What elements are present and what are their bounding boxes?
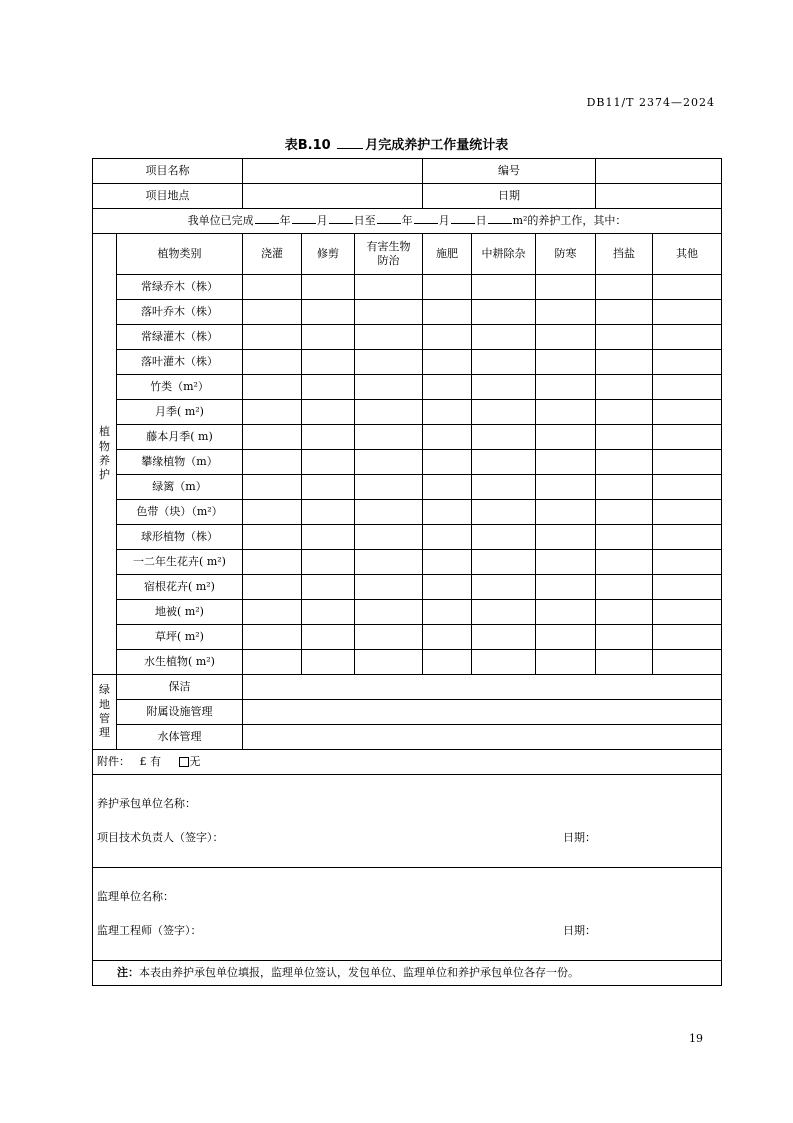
attachment-no: 无 [189,754,201,768]
cell[interactable] [355,275,423,300]
cell[interactable] [596,500,653,525]
green-category: 附属设施管理 [117,700,243,725]
year-blank[interactable] [377,213,401,224]
project-location-field[interactable] [243,184,423,209]
cell[interactable] [653,450,722,475]
cell[interactable] [536,300,596,325]
cell[interactable] [653,325,722,350]
note-label: 注： [117,965,139,979]
plant-category: 落叶乔木（株） [117,300,243,325]
cell[interactable] [536,650,596,675]
cell[interactable] [653,425,722,450]
cell[interactable] [596,550,653,575]
plant-category: 月季( m²) [117,400,243,425]
day-blank[interactable] [451,213,475,224]
cell[interactable] [243,350,302,375]
plant-row [93,575,722,600]
cell[interactable] [472,275,536,300]
cell[interactable] [536,475,596,500]
cell[interactable] [423,650,472,675]
plant-row [93,375,722,400]
cell[interactable] [355,450,423,475]
plant-category: 球形植物（株） [117,525,243,550]
document-code: DB11/T 2374—2024 [586,96,715,109]
green-field[interactable] [243,700,722,725]
table-title-text: 月完成养护工作量统计表 [365,138,509,153]
cell[interactable] [472,350,536,375]
green-category: 水体管理 [117,725,243,750]
cell[interactable] [302,525,355,550]
plant-row [93,275,722,300]
year-blank[interactable] [255,213,279,224]
cell[interactable] [653,350,722,375]
plant-row [93,550,722,575]
cell[interactable] [653,550,722,575]
plant-header-row [93,234,722,275]
cell[interactable] [536,425,596,450]
plant-category: 地被( m²) [117,600,243,625]
plant-category: 落叶灌木（株） [117,350,243,375]
cell[interactable] [472,375,536,400]
column-header: 修剪 [302,234,355,275]
completion-row [93,209,722,234]
cell[interactable] [536,450,596,475]
plant-category: 竹类（m²） [117,375,243,400]
cell[interactable] [355,600,423,625]
cell[interactable] [243,650,302,675]
cell[interactable] [472,450,536,475]
supervisor-date-label: 日期： [563,924,596,937]
cell[interactable] [423,600,472,625]
day-blank[interactable] [329,213,353,224]
cell[interactable] [243,575,302,600]
cell[interactable] [536,500,596,525]
plant-row [93,650,722,675]
cell[interactable] [355,625,423,650]
cell[interactable] [355,500,423,525]
cell[interactable] [536,600,596,625]
month-blank[interactable] [414,213,438,224]
cell[interactable] [536,550,596,575]
plant-row [93,500,722,525]
cell[interactable] [423,300,472,325]
completion-statement: 我单位已完成 年 月 日至 年 月 日 m²的养护工作，其中： [93,209,722,234]
cell[interactable] [596,425,653,450]
cell[interactable] [243,625,302,650]
cell[interactable] [653,300,722,325]
plant-category: 攀缘植物（m） [117,450,243,475]
green-category: 保洁 [117,675,243,700]
cell[interactable] [596,350,653,375]
cell[interactable] [536,400,596,425]
cell[interactable] [596,400,653,425]
cell[interactable] [423,625,472,650]
info-row-1 [93,159,722,184]
cell[interactable] [596,625,653,650]
cell[interactable] [472,600,536,625]
column-header: 挡盐 [596,234,653,275]
cell[interactable] [302,650,355,675]
contractor-signer-label: 项目技术负责人（签字）： [97,831,224,844]
cell[interactable] [536,575,596,600]
cell[interactable] [536,350,596,375]
supervisor-row [93,868,722,961]
column-header: 浇灌 [243,234,302,275]
cell[interactable] [302,300,355,325]
category-header: 植物类别 [117,234,243,275]
green-row [93,675,722,700]
cell[interactable] [355,525,423,550]
cell[interactable] [302,625,355,650]
supervisor-signer-label: 监理工程师（签字）： [97,924,202,937]
cell[interactable] [243,300,302,325]
cell[interactable] [596,525,653,550]
contractor-date-label: 日期： [563,831,596,844]
table-number: 表B.10 [284,138,331,153]
cell[interactable] [355,650,423,675]
green-section-label: 绿地管理 [93,675,117,750]
cell[interactable] [472,325,536,350]
cell[interactable] [423,525,472,550]
cell[interactable] [653,600,722,625]
column-header: 有害生物防治 [355,234,423,275]
cell[interactable] [302,475,355,500]
cell[interactable] [653,400,722,425]
cell[interactable] [243,550,302,575]
plant-category: 草坪( m²) [117,625,243,650]
checkbox-icon[interactable] [179,757,189,767]
cell[interactable] [243,400,302,425]
plant-row [93,400,722,425]
number-label: 编号 [423,159,596,184]
contractor-unit-label: 养护承包单位名称： [97,797,196,810]
plant-row [93,425,722,450]
date-field[interactable] [596,184,722,209]
note-text: 本表由养护承包单位填报，监理单位签认，发包单位、监理单位和养护承包单位各存一份。 [139,965,579,979]
plant-category: 宿根花卉( m²) [117,575,243,600]
cell[interactable] [355,400,423,425]
cell[interactable] [355,300,423,325]
cell[interactable] [596,600,653,625]
cell[interactable] [472,300,536,325]
project-name-field[interactable] [243,159,423,184]
area-blank[interactable] [488,213,512,224]
plant-row [93,525,722,550]
cell[interactable] [423,450,472,475]
attachment-label: 附件： [97,754,130,768]
supervisor-block [93,868,722,961]
cell[interactable] [355,550,423,575]
cell[interactable] [653,500,722,525]
column-header: 防寒 [536,234,596,275]
cell[interactable] [243,525,302,550]
page-number: 19 [689,1032,703,1045]
attachment-row [93,750,722,775]
attachment-yes[interactable]: £ 有 [139,754,161,768]
cell[interactable] [653,375,722,400]
plant-category: 一二年生花卉( m²) [117,550,243,575]
cell[interactable] [596,650,653,675]
cell[interactable] [243,425,302,450]
cell[interactable] [472,550,536,575]
cell[interactable] [596,300,653,325]
cell[interactable] [653,650,722,675]
table-title [0,134,793,153]
cell[interactable] [302,400,355,425]
column-header: 其他 [653,234,722,275]
cell[interactable] [472,475,536,500]
cell[interactable] [423,325,472,350]
cell[interactable] [355,350,423,375]
plant-row [93,350,722,375]
cell[interactable] [302,350,355,375]
plant-category: 藤本月季( m) [117,425,243,450]
cell[interactable] [302,325,355,350]
cell[interactable] [243,600,302,625]
cell[interactable] [653,525,722,550]
green-field[interactable] [243,725,722,750]
cell[interactable] [302,450,355,475]
cell[interactable] [243,375,302,400]
cell[interactable] [423,550,472,575]
cell[interactable] [472,625,536,650]
cell[interactable] [302,600,355,625]
plant-row [93,450,722,475]
plant-row [93,600,722,625]
cell[interactable] [653,575,722,600]
green-field[interactable] [243,675,722,700]
plant-section-label: 植物养护 [93,234,117,675]
plant-category: 常绿乔木（株） [117,275,243,300]
info-row-2 [93,184,722,209]
plant-category: 常绿灌木（株） [117,325,243,350]
attachment-cell [93,750,722,775]
cell[interactable] [302,375,355,400]
cell[interactable] [596,575,653,600]
cell[interactable] [302,550,355,575]
contractor-row [93,775,722,868]
cell[interactable] [653,275,722,300]
plant-row [93,625,722,650]
cell[interactable] [423,275,472,300]
plant-category: 色带（块）（m²） [117,500,243,525]
cell[interactable] [243,475,302,500]
cell[interactable] [536,375,596,400]
cell[interactable] [472,575,536,600]
column-header: 中耕除杂 [472,234,536,275]
cell[interactable] [302,275,355,300]
cell[interactable] [423,375,472,400]
cell[interactable] [653,475,722,500]
cell[interactable] [596,275,653,300]
contractor-block [93,775,722,868]
cell[interactable] [472,425,536,450]
cell[interactable] [536,275,596,300]
cell[interactable] [653,625,722,650]
cell[interactable] [423,575,472,600]
cell[interactable] [536,625,596,650]
cell[interactable] [472,500,536,525]
cell[interactable] [423,475,472,500]
cell[interactable] [302,500,355,525]
note-cell [93,961,722,986]
cell[interactable] [243,450,302,475]
plant-category: 绿篱（m） [117,475,243,500]
cell[interactable] [423,500,472,525]
cell[interactable] [355,475,423,500]
cell[interactable] [596,475,653,500]
cell[interactable] [423,425,472,450]
date-label: 日期 [423,184,596,209]
cell[interactable] [472,525,536,550]
plant-row [93,325,722,350]
supervisor-unit-label: 监理单位名称： [97,890,174,903]
cell[interactable] [355,325,423,350]
cell[interactable] [472,650,536,675]
green-row [93,725,722,750]
cell[interactable] [596,375,653,400]
plant-row [93,475,722,500]
cell[interactable] [243,275,302,300]
cell[interactable] [536,325,596,350]
project-name-label: 项目名称 [93,159,243,184]
work-statistics-table [92,158,722,986]
plant-category: 水生植物( m²) [117,650,243,675]
number-field[interactable] [596,159,722,184]
cell[interactable] [472,400,536,425]
month-blank[interactable] [337,137,363,149]
cell[interactable] [243,500,302,525]
cell[interactable] [355,375,423,400]
month-blank[interactable] [292,213,316,224]
cell[interactable] [302,575,355,600]
cell[interactable] [302,425,355,450]
cell[interactable] [423,350,472,375]
column-header: 施肥 [423,234,472,275]
cell[interactable] [536,525,596,550]
cell[interactable] [423,400,472,425]
cell[interactable] [355,575,423,600]
note-row [93,961,722,986]
cell[interactable] [596,450,653,475]
green-row [93,700,722,725]
cell[interactable] [355,425,423,450]
cell[interactable] [596,325,653,350]
cell[interactable] [243,325,302,350]
plant-row [93,300,722,325]
project-location-label: 项目地点 [93,184,243,209]
